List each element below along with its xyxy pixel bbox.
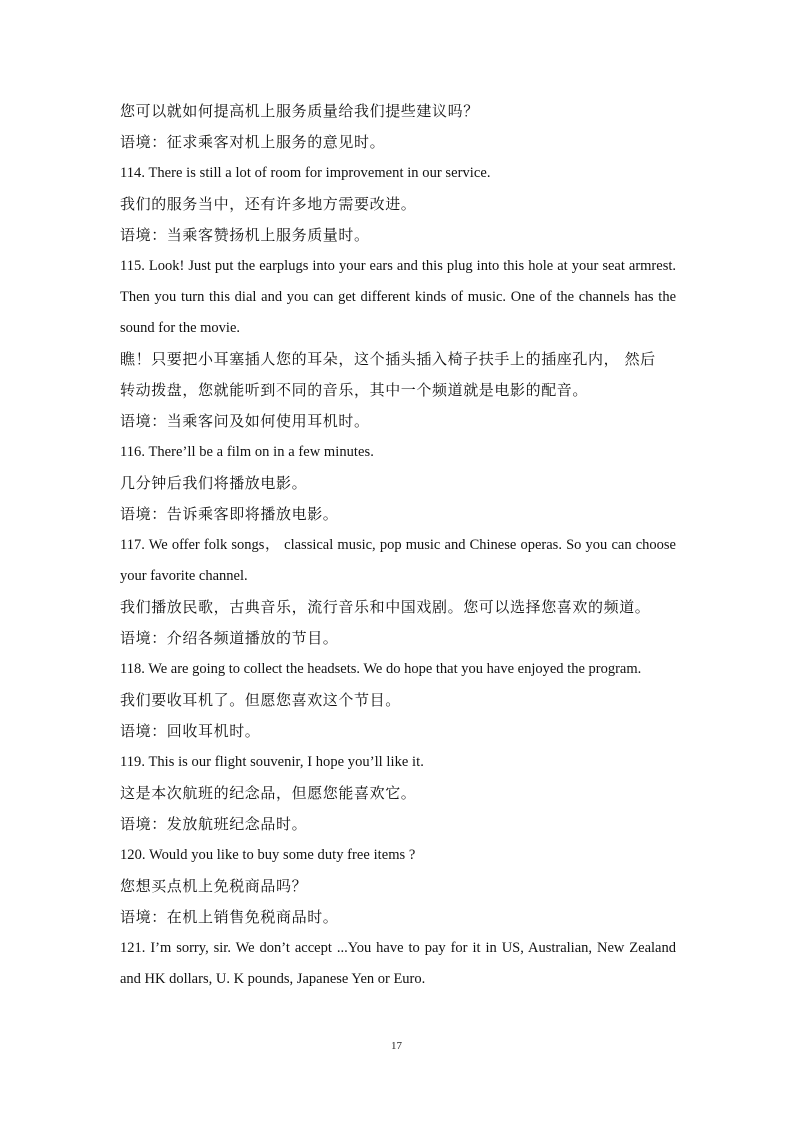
context-120: 语境：在机上销售免税商品时。 [120, 908, 339, 926]
document-body [120, 96, 676, 995]
page-number: 17 [391, 1040, 402, 1052]
sentence-121-en: 121. I’m sorry, sir. We don’t accept ...You have to pay for it in US, Australian, New Zealand and HK dollars, U. K pounds, Japanese Yen or Euro. [120, 940, 676, 987]
sentence-116-zh: 几分钟后我们将播放电影。 [120, 474, 308, 492]
sentence-118-zh: 我们要收耳机了。但愿您喜欢这个节目。 [120, 691, 401, 709]
context-116: 语境：告诉乘客即将播放电影。 [120, 505, 339, 523]
sentence-120-en: 120. Would you like to buy some duty free items ? [120, 847, 416, 863]
context-113: 语境：征求乘客对机上服务的意见时。 [120, 133, 386, 151]
context-114: 语境：当乘客赞扬机上服务质量时。 [120, 226, 370, 244]
sentence-115-zh-line-2: 转动拨盘，您就能听到不同的音乐，其中一个频道就是电影的配音。 [120, 381, 589, 399]
context-115: 语境：当乘客问及如何使用耳机时。 [120, 412, 370, 430]
sentence-117-en: 117. We offer folk songs， classical music, pop music and Chinese operas. So you can choose your favorite channel. [120, 537, 676, 584]
context-117: 语境：介绍各频道播放的节目。 [120, 629, 339, 647]
sentence-118-en: 118. We are going to collect the headsets. We do hope that you have enjoyed the program. [120, 661, 642, 677]
sentence-114-zh: 我们的服务当中，还有许多地方需要改进。 [120, 195, 417, 213]
sentence-115-en: 115. Look! Just put the earplugs into your ears and this plug into this hole at your seat armrest. Then you turn this dial and you can get different kinds of music. One of the channels has the sound for the movie. [120, 258, 676, 336]
sentence-119-zh: 这是本次航班的纪念品，但愿您能喜欢它。 [120, 784, 417, 802]
context-119: 语境：发放航班纪念品时。 [120, 815, 308, 833]
sentence-116-en: 116. There’ll be a film on in a few minutes. [120, 444, 374, 460]
sentence-120-zh: 您想买点机上免税商品吗？ [120, 877, 308, 895]
sentence-114-en: 114. There is still a lot of room for improvement in our service. [120, 165, 491, 181]
sentence-117-zh: 我们播放民歌，古典音乐，流行音乐和中国戏剧。您可以选择您喜欢的频道。 [120, 598, 651, 616]
sentence-119-en: 119. This is our flight souvenir, I hope you’ll like it. [120, 754, 424, 770]
context-118: 语境：回收耳机时。 [120, 722, 261, 740]
sentence-115-zh-line-1: 瞧！只要把小耳塞插人您的耳朵，这个插头插入椅子扶手上的插座孔内， 然后 [120, 350, 656, 368]
question-114-preface-zh: 您可以就如何提高机上服务质量给我们提些建议吗？ [120, 102, 479, 120]
